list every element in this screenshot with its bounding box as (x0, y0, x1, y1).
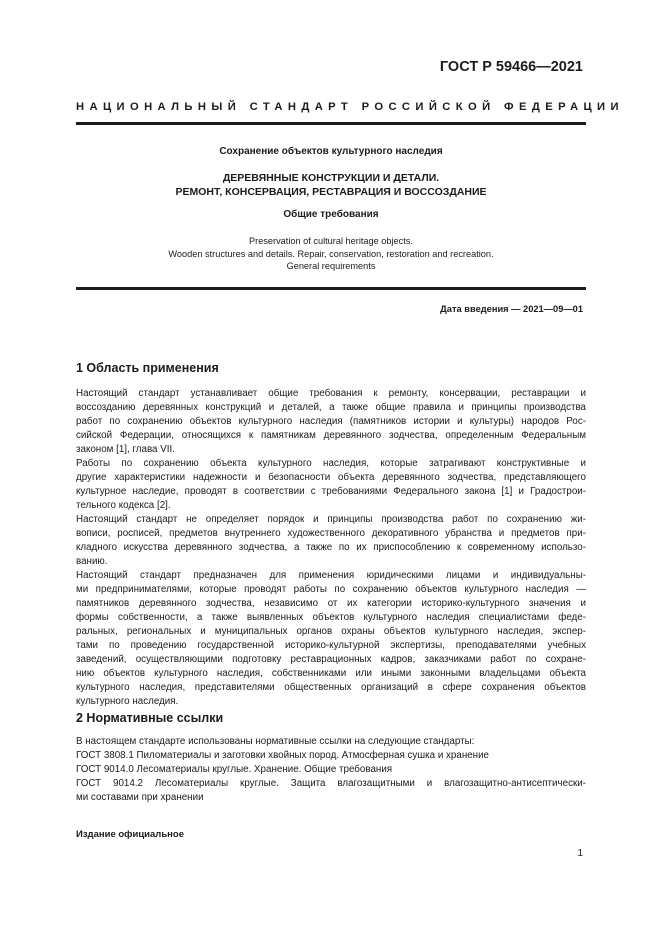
text-line: Работы по сохранению объекта культурного наследия, которые затрагивают конструктивные и (76, 458, 586, 469)
general-requirements-label: Общие требования (283, 209, 379, 220)
title-divider (76, 287, 586, 290)
official-edition-label: Издание официальное (76, 829, 184, 840)
text-line: формы собственности, а также выявленных объектов культурного наследия специалистами феде- (76, 612, 586, 624)
text-line: Настоящий стандарт предназначен для применения юридическими лицами и индивидуальны- (76, 570, 586, 581)
title-line-2: РЕМОНТ, КОНСЕРВАЦИЯ, РЕСТАВРАЦИЯ И ВОССОЗДАНИЕ (175, 186, 487, 198)
english-title (76, 235, 586, 273)
section-1-paragraph-2 (76, 457, 586, 513)
text-line: Настоящий стандарт не определяет порядок и принципы производства работ по сохранению жи- (76, 514, 586, 525)
text-line: ванию. (76, 556, 108, 568)
text-line: ральных, региональных и муниципальных органов охраны объектов культурного наследия, экспер- (76, 626, 586, 638)
page-number: 1 (577, 848, 583, 859)
standard-number: ГОСТ Р 59466—2021 (439, 59, 583, 75)
text-line: ГОСТ 9014.0 Лесоматериалы круглые. Хранение. Общие требования (76, 764, 393, 775)
text-line: сийской Федерации, относящихся к памятникам деревянного зодчества, определенным Федеральным (76, 430, 586, 442)
text-line: памятников деревянного зодчества, независимо от их категории историко-культурного значения и (76, 598, 586, 610)
section-1-paragraph-3 (76, 513, 586, 569)
document-title (76, 171, 586, 199)
section-1-paragraph-4 (76, 569, 586, 709)
reference-gost-9014-2 (76, 777, 586, 805)
text-line: вописи, росписей, предметов внутреннего художественного декоративного убранства и предметов при- (76, 528, 586, 540)
text-line: тами по проведению государственной историко-культурной экспертизы, преподавателями учебных (76, 640, 586, 652)
text-line: заведений, осуществляющими подготовку реставрационных кадров, заказчиками работ по сохране- (76, 654, 586, 666)
introduction-date: Дата введения — 2021—09—01 (440, 304, 583, 314)
reference-gost-3808-1 (76, 749, 586, 763)
text-line: воссозданию деревянных конструкций и деталей, а также общие правила и принципы производства (76, 402, 586, 414)
document-subtitle: Сохранение объектов культурного наследия (219, 146, 443, 157)
english-title-line-2: Wooden structures and details. Repair, conservation, restoration and recreation. (168, 248, 494, 259)
english-title-line-3: General requirements (286, 261, 376, 271)
text-line: Настоящий стандарт устанавливает общие требования к ремонту, консервации, реставрации и (76, 388, 586, 399)
section-1-heading: 1 Область применения (76, 361, 219, 375)
text-line: ми предпринимателями, которые проводят работы по сохранению объектов культурного наследия — (76, 584, 586, 596)
text-line: ГОСТ 3808.1 Пиломатериалы и заготовки хвойных пород. Атмосферная сушка и хранение (76, 750, 490, 761)
text-line: работ по сохранению объектов культурного наследия (памятников истории и культуры) народов Рос- (76, 416, 586, 428)
section-2-heading: 2 Нормативные ссылки (76, 711, 224, 725)
text-line: культурного наследия. (76, 696, 179, 708)
reference-gost-9014-0 (76, 763, 586, 777)
national-standard-banner: НАЦИОНАЛЬНЫЙ СТАНДАРТ РОССИЙСКОЙ ФЕДЕРАЦИИ (76, 101, 624, 113)
text-line: культурное наследие, проводят в соответствии с требованиями Федерального закона [1] и Градострои- (76, 486, 586, 498)
section-2-paragraph-1 (76, 735, 586, 749)
text-line: кладного искусства деревянного зодчества, а также по их приспособлению к современному использо- (76, 542, 586, 554)
text-line: ми составами при хранении (76, 792, 204, 804)
text-line: ГОСТ 9014.2 Лесоматериалы круглые. Защита влагозащитными и влагозащитно-антисептически- (76, 778, 586, 789)
text-line: нию объектов культурного наследия, собственниками или иными законными владельцами объекта (76, 668, 586, 680)
text-line: культурного наследия, представителями общественных организаций в сфере сохранения объектов (76, 682, 586, 694)
english-title-line-1: Preservation of cultural heritage objects. (249, 236, 413, 246)
top-divider (76, 122, 586, 125)
text-line: тельного кодекса [2]. (76, 500, 171, 512)
text-line: другие характеристики надежности и безопасности объекта деревянного зодчества, представляющего (76, 472, 586, 484)
title-line-1: ДЕРЕВЯННЫЕ КОНСТРУКЦИИ И ДЕТАЛИ. (222, 172, 440, 184)
text-line: законом [1], глава VII. (76, 444, 175, 456)
text-line: В настоящем стандарте использованы нормативные ссылки на следующие стандарты: (76, 736, 475, 747)
section-1-paragraph-1 (76, 387, 586, 457)
